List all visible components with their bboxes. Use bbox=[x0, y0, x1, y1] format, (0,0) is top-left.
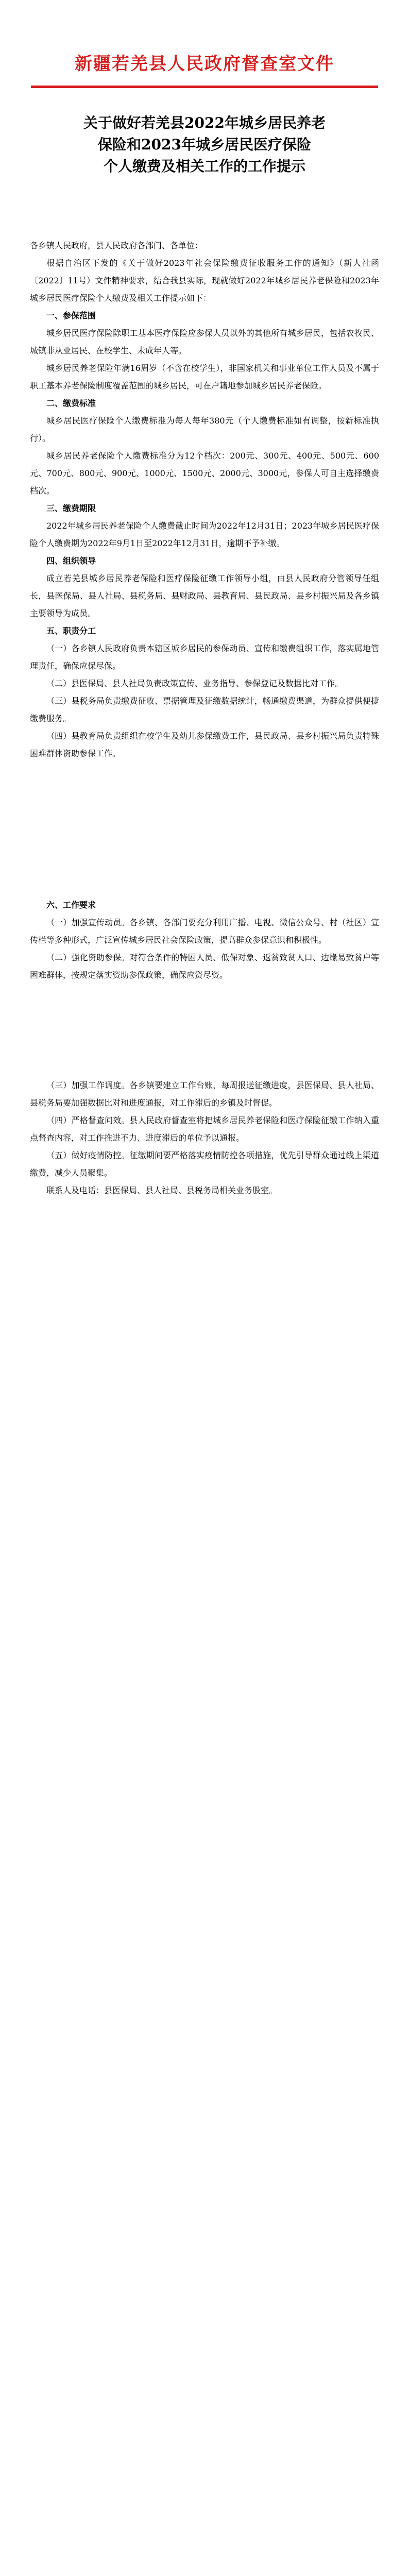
page-gap bbox=[30, 762, 379, 896]
red-divider-line bbox=[31, 86, 378, 88]
section-heading: 二、缴费标准 bbox=[46, 398, 96, 408]
page-gap bbox=[30, 984, 379, 1077]
section-heading: 四、组织领导 bbox=[46, 556, 96, 566]
paragraph: 联系人及电话：县医保局、县人社局、县税务局相关业务股室。 bbox=[46, 1185, 278, 1195]
paragraph: 城乡居民养老保险年满16周岁（不含在校学生），非国家机关和事业单位工作人员及不属于职工基本养老保险制度覆盖范围的城乡居民，可在户籍地参加城乡居民养老保险。 bbox=[30, 363, 379, 391]
document-title bbox=[31, 112, 378, 177]
paragraph: 2022年城乡居民养老保险个人缴费截止时间为2022年12月31日；2023年城乡居民医疗保险个人缴费期为2022年9月1日至2022年12月31日，逾期不予补缴。 bbox=[30, 521, 379, 548]
document-body bbox=[30, 237, 379, 1199]
paragraph: （四）县教育局负责组织在校学生及幼儿参保缴费工作，县民政局、县乡村振兴局负责特殊困难群体资助参保工作。 bbox=[30, 731, 379, 758]
paragraph: （一）各乡镇人民政府负责本辖区城乡居民的参保动员、宣传和缴费组织工作，落实属地管理责任，确保应保尽保。 bbox=[30, 643, 379, 671]
section-heading: 三、缴费期限 bbox=[46, 503, 96, 513]
paragraph: （三）加强工作调度。各乡镇要建立工作台账，每周报送征缴进度，县医保局、县人社局、县税务局要加强数据比对和进度通报，对工作滞后的乡镇及时督促。 bbox=[30, 1080, 379, 1108]
paragraph: （一）加强宣传动员。各乡镇、各部门要充分利用广播、电视、微信公众号、村（社区）宣传栏等多种形式，广泛宣传城乡居民社会保险政策，提高群众参保意识和积极性。 bbox=[30, 918, 379, 945]
paragraph: 城乡居民医疗保险个人缴费标准为每人每年380元（个人缴费标准如有调整，按新标准执行）。 bbox=[30, 416, 379, 443]
paragraph: 成立若羌县城乡居民养老保险和医疗保险征缴工作领导小组，由县人民政府分管领导任组长，县医保局、县人社局、县税务局、县财政局、县教育局、县民政局、县乡村振兴局及各乡镇主要领导为成员。 bbox=[30, 573, 379, 618]
title-line-3: 个人缴费及相关工作的工作提示 bbox=[103, 158, 305, 175]
section-heading: 一、参保范围 bbox=[46, 311, 96, 320]
document-header: 新疆若羌县人民政府督查室文件 bbox=[75, 54, 334, 74]
title-line-1: 关于做好若羌县2022年城乡居民养老 bbox=[83, 114, 326, 131]
paragraph: （三）县税务局负责缴费征收、票据管理及征缴数据统计，畅通缴费渠道，为群众提供便捷缴费服务。 bbox=[30, 696, 379, 723]
paragraph: （二）强化资助参保。对符合条件的特困人员、低保对象、返贫致贫人口、边缘易致贫户等困难群体，按规定落实资助参保政策，确保应资尽资。 bbox=[30, 953, 379, 980]
paragraph: （二）县医保局、县人社局负责政策宣传、业务指导、参保登记及数据比对工作。 bbox=[46, 679, 344, 688]
paragraph: 城乡居民养老保险个人缴费标准分为12个档次：200元、300元、400元、500元、600元、700元、800元、900元、1000元、1500元、2000元、3000元，参保人可自主选择缴费档次。 bbox=[30, 451, 379, 496]
section-heading: 五、职责分工 bbox=[46, 626, 96, 636]
salutation: 各乡镇人民政府，县人民政府各部门、各单位： bbox=[30, 241, 203, 250]
section-heading: 六、工作要求 bbox=[46, 900, 96, 910]
paragraph: （五）做好疫情防控。征缴期间要严格落实疫情防控各项措施，优先引导群众通过线上渠道缴费，减少人员聚集。 bbox=[30, 1150, 379, 1178]
title-line-2: 保险和2023年城乡居民医疗保险 bbox=[98, 136, 311, 153]
paragraph: 城乡居民医疗保险除职工基本医疗保险应参保人员以外的其他所有城乡居民，包括农牧民、城镇非从业居民、在校学生、未成年人等。 bbox=[30, 328, 379, 355]
paragraph: 根据自治区下发的《关于做好2023年社会保险缴费征收服务工作的通知》（新人社函〔2022〕11号）文件精神要求，结合我县实际，现就做好2022年城乡居民养老保险和2023年城乡居民医疗保险个人缴费及相关工作提示如下： bbox=[30, 258, 379, 303]
paragraph: （四）严格督查问效。县人民政府督查室将把城乡居民养老保险和医疗保险征缴工作纳入重点督查内容，对工作推进不力、进度滞后的单位予以通报。 bbox=[30, 1115, 379, 1143]
